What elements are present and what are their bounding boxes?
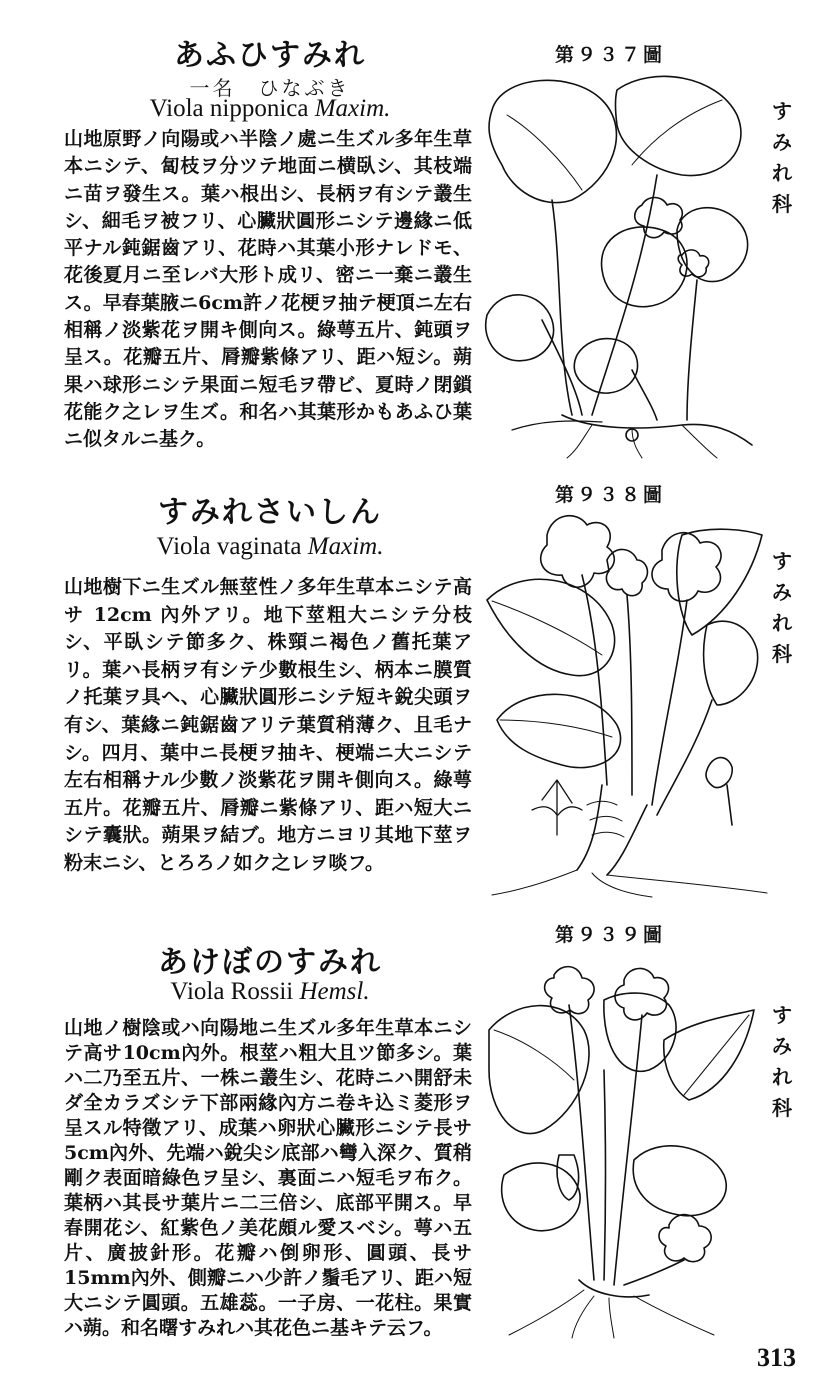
alternate-name: 一名 ひなぶき: [189, 76, 351, 100]
entry-title: すみれさいしん: [158, 495, 382, 530]
entry-title: あふひすみれ: [174, 38, 366, 73]
leaf: [486, 295, 554, 361]
entry-description: 山地樹下ニ生ズル無莖性ノ多年生草本ニシテ高サ 12cm 內外アリ。地下莖粗大ニシテ分枝シ、平臥シテ節多ク、株頸ニ褐色ノ舊托葉アリ。葉ハ長柄ヲ有シテ少數根生シ、柄本ニ膜質ノ托葉ヲ具ヘ、心臟狀圓形ニシテ短キ銳尖頭ヲ有シ、葉緣ニ鈍鋸齒アリテ葉質稍薄ク、且毛ナシ。四月、葉中ニ長梗ヲ抽キ、梗端ニ大ニシテ左右相稱ナル少數ノ淡紫花ヲ開キ側向ス。綠萼五片。花瓣五片、脣瓣ニ紫條アリ、距ハ短大ニシテ囊狀。蒴果ヲ結ブ。地方ニヨリ其地下莖ヲ粉末ニシ、とろろノ如ク之レヲ啖フ。: [64, 576, 472, 874]
stem: [687, 280, 697, 420]
plant-illustration: [482, 70, 762, 460]
leaf: [487, 579, 615, 675]
flower-detail: [706, 758, 732, 825]
leaf: [677, 208, 748, 282]
leaf: [704, 621, 758, 705]
leaf: [489, 80, 616, 202]
scientific-genus: Viola nipponica: [149, 95, 309, 122]
family-char: す: [772, 99, 792, 123]
plant-illustration: [482, 505, 772, 900]
scientific-genus: Viola Rossii: [170, 978, 294, 1005]
family-char: み: [772, 130, 792, 154]
root: [609, 1298, 614, 1338]
stem: [604, 1070, 606, 1280]
family-char: す: [772, 549, 792, 573]
family-char: れ: [772, 161, 792, 185]
scientific-author: Maxim.: [307, 533, 384, 560]
family-char: 科: [772, 642, 792, 666]
scientific-name: [60, 533, 480, 561]
figure-number: 第９３９圖: [554, 924, 665, 946]
stem: [632, 370, 657, 420]
scientific-genus: Viola vaginata: [156, 533, 302, 560]
root: [572, 1296, 594, 1338]
leaf: [502, 1163, 580, 1231]
figure-number: 第９３８圖: [554, 484, 665, 506]
scientific-name: [60, 95, 480, 123]
family-char: み: [772, 1034, 792, 1058]
entry-title: あけぼのすみれ: [158, 945, 382, 980]
flower: [635, 198, 683, 238]
bud: [557, 1155, 579, 1200]
stem: [569, 1005, 594, 1280]
leaf: [574, 339, 637, 394]
family-char: 科: [772, 192, 792, 216]
root: [634, 1296, 714, 1335]
stem: [552, 200, 572, 415]
entry-description: 山地ノ樹陰或ハ向陽地ニ生ズル多年生草本ニシテ高サ10cm內外。根莖ハ粗大且ツ節多シ。葉ハ二乃至五片、一株ニ叢生シ、花時ニハ開舒未ダ全カラズシテ下部兩緣內方ニ卷キ込ミ菱形ヲ呈スル特徵アリ、成葉ハ卵狀心臟形ニシテ長サ5cm內外、先端ハ銳尖シ底部ハ彎入深ク、質稍剛ク表面暗綠色ヲ呈シ、裏面ニハ短毛ヲ布ク。葉柄ハ其長サ葉片ニ二三倍シ、底部平開ス。早春開花シ、紅紫色ノ美花頗ル愛スベシ。萼ハ五片、廣披針形。花瓣ハ倒卵形、圓頭、長サ15mm內外、側瓣ニハ少許ノ鬚毛アリ、距ハ短大ニシテ圓頭。五雄蕊。一子房、一花柱。果實ハ蒴。和名曙すみれハ其花色ニ基キテ云フ。: [64, 1017, 472, 1339]
figure-number: 第９３７圖: [554, 44, 665, 66]
stem: [624, 1260, 684, 1285]
flower: [652, 533, 721, 602]
root: [682, 425, 717, 458]
root: [607, 875, 767, 893]
stem: [614, 1015, 642, 1285]
scientific-author: Maxim.: [314, 95, 391, 122]
entry-description: 山地原野ノ向陽或ハ半陰ノ處ニ生ズル多年生草本ニシテ、匐枝ヲ分ツテ地面ニ横臥シ、其枝端ニ苗ヲ發生ス。葉ハ根出シ、長柄ヲ有シテ叢生シ、細毛ヲ被フリ、心臟狀圓形ニシテ邊緣ニ低平ナル鈍鋸齒アリ、花時ハ其葉小形ナレドモ、花後夏月ニ至レバ大形ト成リ、密ニ一棄ニ叢生ス。早春葉腋ニ6cm許ノ花梗ヲ抽テ梗頂ニ左右相稱ノ淡紫花ヲ開キ側向ス。綠萼五片、鈍頭ヲ呈ス。花瓣五片、脣瓣紫條アリ、距ハ短シ。蒴果ハ球形ニシテ果面ニ短毛ヲ帶ビ、夏時ノ閉鎖花能ク之レヲ生ズ。和名ハ其葉形かもあふひ葉ニ似タルニ基ク。: [64, 128, 472, 451]
stem: [627, 595, 632, 795]
family-char: れ: [772, 1065, 792, 1089]
flower: [678, 250, 708, 277]
scientific-author: Hemsl.: [299, 978, 370, 1005]
leaf: [664, 1010, 754, 1100]
stem: [582, 575, 607, 785]
scientific-name: [60, 978, 480, 1006]
family-char: 科: [772, 1096, 792, 1120]
flower: [541, 516, 615, 587]
leaf: [616, 76, 741, 175]
stem: [652, 600, 687, 805]
root: [509, 1290, 584, 1335]
family-char: れ: [772, 611, 792, 635]
stem: [657, 700, 712, 815]
family-char: み: [772, 580, 792, 604]
rhizome: [607, 805, 647, 875]
seedling: [532, 780, 582, 835]
leaf: [633, 1146, 726, 1216]
family-label: [770, 1000, 794, 1124]
family-char: す: [772, 1003, 792, 1027]
leaf: [489, 1006, 589, 1134]
flower: [659, 1215, 711, 1262]
root: [567, 425, 592, 458]
family-label: [770, 96, 794, 220]
plant-illustration: [484, 960, 764, 1340]
page-number: 313: [757, 1343, 796, 1372]
rhizome: [577, 785, 602, 870]
family-label: [770, 546, 794, 670]
flower: [606, 549, 647, 595]
stem: [592, 175, 657, 415]
root: [492, 870, 577, 895]
